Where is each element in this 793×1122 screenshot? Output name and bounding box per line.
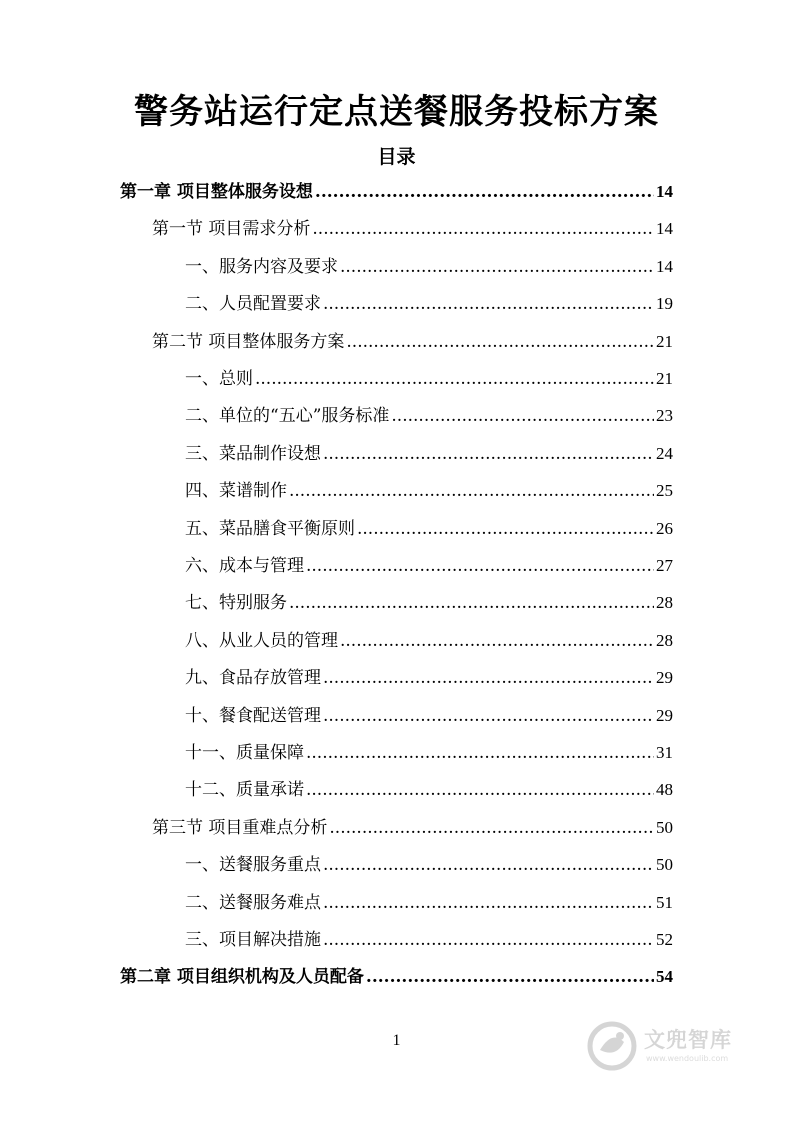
toc-section-entry[interactable] xyxy=(152,813,673,843)
toc-entry-page: 29 xyxy=(656,705,673,725)
watermark-url: www.wendoulib.com xyxy=(646,1054,729,1063)
toc-leader-dots xyxy=(323,925,654,955)
toc-entry-page: 50 xyxy=(656,855,673,875)
toc-entry-page: 28 xyxy=(656,593,673,613)
toc-entry-label: 二、人员配置要求 xyxy=(185,294,321,315)
toc-entry-page: 21 xyxy=(656,331,673,351)
watermark xyxy=(586,1016,776,1076)
toc-leader-dots xyxy=(323,663,654,693)
toc-leader-dots xyxy=(366,962,654,992)
toc-entry-page: 26 xyxy=(656,518,673,538)
toc-subsection-entry[interactable] xyxy=(185,439,673,469)
toc-entry-label: 第三节 项目重难点分析 xyxy=(152,817,328,838)
toc-entry-label: 第一章 项目整体服务设想 xyxy=(120,182,313,202)
toc-entry-label: 四、菜谱制作 xyxy=(185,481,287,502)
toc-heading: 目录 xyxy=(377,146,416,168)
toc-entry-label: 八、从业人员的管理 xyxy=(185,630,338,651)
toc-leader-dots xyxy=(329,813,654,843)
toc-subsection-entry[interactable] xyxy=(185,364,673,394)
toc-subsection-entry[interactable] xyxy=(185,888,673,918)
toc-subsection-entry[interactable] xyxy=(185,289,673,319)
toc-entry-page: 52 xyxy=(656,930,673,949)
toc-entry-label: 十一、质量保障 xyxy=(185,743,304,763)
toc-entry-label: 一、总则 xyxy=(185,369,253,389)
toc-subsection-entry[interactable] xyxy=(185,738,673,768)
toc-leader-dots xyxy=(255,364,654,394)
toc-entry-label: 十、餐食配送管理 xyxy=(185,705,321,726)
toc-leader-dots xyxy=(315,177,654,207)
toc-chapter-entry[interactable] xyxy=(120,962,673,992)
toc-leader-dots xyxy=(323,439,654,469)
toc-entry-page: 14 xyxy=(656,182,673,201)
document-title: 警务站运行定点送餐服务投标方案 xyxy=(134,92,659,132)
watermark-text: 文兜智库 xyxy=(644,1028,732,1052)
toc-leader-dots xyxy=(357,514,654,544)
toc-entry-page: 29 xyxy=(656,668,673,688)
toc-entry-page: 21 xyxy=(656,369,673,388)
toc-subsection-entry[interactable] xyxy=(185,775,673,805)
toc-subsection-entry[interactable] xyxy=(185,626,673,656)
toc-entry-label: 二、单位的“五心”服务标准 xyxy=(185,406,390,427)
toc-leader-dots xyxy=(289,588,654,618)
toc-entry-label: 十二、质量承诺 xyxy=(185,780,304,801)
toc-entry-page: 14 xyxy=(656,219,673,239)
toc-subsection-entry[interactable] xyxy=(185,551,673,581)
toc-entry-label: 第一节 项目需求分析 xyxy=(152,219,311,240)
toc-entry-page: 28 xyxy=(656,630,673,650)
toc-section-entry[interactable] xyxy=(152,214,673,244)
toc-leader-dots xyxy=(323,850,654,880)
toc-entry-page: 19 xyxy=(656,294,673,314)
toc-subsection-entry[interactable] xyxy=(185,476,673,506)
toc-leader-dots xyxy=(312,214,654,244)
toc-entry-label: 第二章 项目组织机构及人员配备 xyxy=(120,967,364,988)
toc-leader-dots xyxy=(323,701,654,731)
toc-subsection-entry[interactable] xyxy=(185,701,673,731)
toc-leader-dots xyxy=(391,401,654,431)
toc-entry-label: 六、成本与管理 xyxy=(185,556,304,576)
toc-leader-dots xyxy=(340,626,654,656)
toc-entry-label: 一、送餐服务重点 xyxy=(185,855,321,876)
toc-entry-label: 一、服务内容及要求 xyxy=(185,256,338,277)
toc-leader-dots xyxy=(323,888,654,918)
toc-entry-page: 51 xyxy=(656,892,673,912)
toc-subsection-entry[interactable] xyxy=(185,514,673,544)
toc-chapter-entry[interactable] xyxy=(120,177,673,207)
toc-entry-page: 50 xyxy=(656,817,673,837)
toc-entry-label: 三、菜品制作设想 xyxy=(185,443,321,464)
toc-leader-dots xyxy=(323,289,654,319)
wendou-logo-icon xyxy=(586,1020,638,1072)
toc-entry-page: 23 xyxy=(656,406,673,426)
toc-subsection-entry[interactable] xyxy=(185,850,673,880)
toc-subsection-entry[interactable] xyxy=(185,401,673,431)
toc-subsection-entry[interactable] xyxy=(185,252,673,282)
toc-entry-label: 九、食品存放管理 xyxy=(185,668,321,689)
toc-subsection-entry[interactable] xyxy=(185,925,673,955)
toc-entry-page: 14 xyxy=(656,256,673,276)
toc-entry-label: 二、送餐服务难点 xyxy=(185,892,321,913)
toc-leader-dots xyxy=(306,738,654,768)
toc-entry-page: 24 xyxy=(656,443,673,463)
page-number: 1 xyxy=(392,1032,401,1049)
toc-entry-label: 第二节 项目整体服务方案 xyxy=(152,331,345,352)
toc-entry-page: 54 xyxy=(656,967,673,987)
toc-leader-dots xyxy=(289,476,654,506)
toc-section-entry[interactable] xyxy=(152,327,673,357)
toc-entry-label: 七、特别服务 xyxy=(185,593,287,614)
toc-leader-dots xyxy=(346,327,654,357)
toc-subsection-entry[interactable] xyxy=(185,663,673,693)
toc-entry-page: 31 xyxy=(656,743,673,762)
toc-entry-page: 27 xyxy=(656,556,673,575)
toc-leader-dots xyxy=(306,551,654,581)
toc-entry-page: 48 xyxy=(656,780,673,800)
toc-entry-label: 五、菜品膳食平衡原则 xyxy=(185,518,355,539)
toc-subsection-entry[interactable] xyxy=(185,588,673,618)
toc-leader-dots xyxy=(306,775,654,805)
toc-leader-dots xyxy=(340,252,654,282)
toc-entry-page: 25 xyxy=(656,481,673,501)
toc-entry-label: 三、项目解决措施 xyxy=(185,930,321,950)
